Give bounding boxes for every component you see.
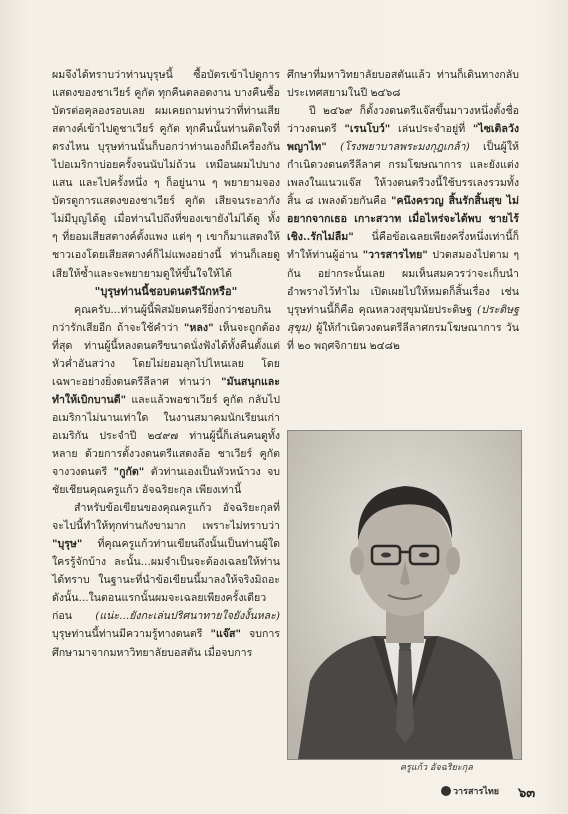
right-text-column xyxy=(287,66,519,355)
paragraph-text: ศึกษาที่มหาวิทยาลัยบอสตันแล้ว ท่านก็เดินทางกลับประเทศสยามในปี ๒๔๖๘ xyxy=(287,69,519,100)
bold-term: "แจ๊ส" xyxy=(210,628,241,641)
bold-term: "เรนโบว์" xyxy=(344,123,391,136)
italic-aside: (ประดิษฐ สุขุม) xyxy=(287,303,519,334)
paragraph-text: จบการศึกษามาจากมหาวิทยาลัยบอสตัน เมื่อจบการ xyxy=(52,628,281,659)
portrait-photo xyxy=(287,430,522,760)
bold-term: "หลง" xyxy=(183,321,214,334)
page-number: ๖๓ xyxy=(518,786,536,801)
logo-text: วารสารไทย xyxy=(453,787,500,797)
paragraph-text: ที่คุณครูแก้วท่านเขียนถึงนั้นเป็นท่านผู้ใด ใครรู้จักบ้าง ละนั้น...ผมจำเป็นจะต้องเฉลยให้ท่านได้ทราบ ในฐานะที่นำข้อเขียนนี้มาลงให้จริงมิถอะดังนั้น...ในตอนแรกนั้นผมจะเฉลยเพียงครั้งเดียวก่อน xyxy=(52,538,280,623)
section-heading: "บุรุษท่านนี้ชอบดนตรีนักหรือ" xyxy=(94,284,238,298)
paragraph-text: ปวดสมองไปตาม ๆ กัน อย่ากระนั้นเลย ผมเห็นสมควรว่าจะเก็บนำอำพรางไว้ทำไม เปิดเผยไปให้หมดก็สิ้นเรื่อง เช่น บุรุษท่านนี้ก็คือ คุณหลวงสุขุมนัยประดิษฐ xyxy=(287,249,520,316)
song-list: "คนึงครวญ สิ้นรักสิ้นสุข ไม่อยากจากเธอ เกาะสวาท เมื่อไหร่จะได้พบ ชายไร้เชิง..รักไม่ลืม" xyxy=(287,195,519,244)
bold-term: "กูกัต" xyxy=(113,466,145,479)
italic-aside: (โรงพยาบาลพระมงกุฎเกล้า) xyxy=(326,141,470,154)
italic-aside: (แน่ะ...ยังกะเล่นปริศนาทายใจยังงั้นหละ) xyxy=(95,610,280,623)
bold-term: "บุรุษ" xyxy=(52,538,83,551)
portrait-illustration xyxy=(288,431,521,759)
paragraph xyxy=(52,301,280,500)
paragraph-text: และแล้วพอชาเวียร์ คูกัต กลับไปอเมริกาไม่นานเท่าใด ในงานสมาคมนักเรียนเก่าอเมริกัน ประจำปี ๒๔๙๗ ท่านผู้นี้ก็เล่นคนดูทั้งหลาย ด้วยการตั้งวงดนตรีแสดงล้อ ชาเวียร์ คูกัต จางวงดนตรี xyxy=(52,393,280,479)
paragraph-text: คุณครับ...ท่านผู้นี้พิสมัยดนตรียิ่งกว่าชอบกินกว่ารักเสียอีก ถ้าจะใช้คำว่า xyxy=(52,303,272,334)
logo-icon xyxy=(441,786,451,796)
paragraph xyxy=(52,66,280,283)
photo-caption: ครูแก้ว อัจฉริยะกุล xyxy=(400,763,473,773)
bold-quote: "มันสนุกและทำให้เบิกบานดี" xyxy=(52,375,280,406)
paragraph-text: เห็นจะถูกต้องที่สุด ท่านผู้นี้หลงดนตรีขนาดนั่งฟังได้ทั้งคืนตั้งแต่หัวค่ำอันสว่าง โดยไม่ยอมลุกไปไหนเลย โดยเฉพาะอย่างยิ่งดนตรีลีลาศ ท่านว่า xyxy=(52,321,281,388)
paragraph-text: เล่นประจำอยู่ที่ xyxy=(390,123,473,136)
paragraph xyxy=(52,499,280,661)
magazine-logo xyxy=(441,784,499,798)
bold-term: "ไซเติลวังพญาไท" xyxy=(287,123,519,154)
paragraph-text: ผู้ให้กำเนิดวงดนตรีลีลาศกรมโฆษณาการ วันที่ ๒๐ พฤศจิกายน ๒๔๘๒ xyxy=(287,321,519,352)
paragraph xyxy=(287,102,519,355)
paragraph-text: เป็นผู้ให้กำเนิดวงดนตรีลีลาศ กรมโฆษณาการ และยังแต่งเพลงในแนวแจ๊ส ให้วงดนตรีวงนี้ใช้บรรเลงรวมทั้งสิ้น ๘ เพลงด้วยกันคือ xyxy=(287,141,519,208)
paragraph-text: สำหรับข้อเขียนของคุณครูแก้ว อัจฉริยะกุลที่จะไปนี้ทำให้ทุกท่านกังขามาก เพราะไม่ทราบว่า xyxy=(52,502,280,533)
paragraph-text: ผมจึงได้ทราบว่าท่านบุรุษนี้ ซื้อบัตรเข้าไปดูการแสดงของชาเวียร์ คูกัต ทุกคืนตลอดงาน บางคืนซื้อบัตรต่อคุลองรอบเลย ผมเคยถามท่านว่าที่ท่านเสียสตางค์เข้าไปดูชาเวียร์ คูกัต ทุกคืนนั้นท่านติดใจที่ตรงไหน บุรุษท่านนั้นก็บอกว่าท่านเองก็มีเครื่องกันไปอเมริกาบ่อยครั้งจนนับไม่ถ้วน เหมือนผมไปบางแสน และไปครั้งหนึ่ง ๆ ก็อยู่นาน ๆ พยายามจองบัตรดูการแสดงของชาเวียร์ คูกัต เสียจนระอากังไม่มีบุญได้ดู เมื่อท่านไปถึงที่ของเขายังไม่ได้ดู ทั้ง ๆ ที่ยอมเสียสตางค์ตั้งแพง แต่ๆ ๆ เขาก็มาแสดงให้ชาวเองโดยเสียสตางค์ก็ไม่แพงอย่างนี้ ท่านก็เลยดูเสียให้ซ้ำและจะพยายามดูให้ขึ้นใจให้ได้ xyxy=(52,69,280,280)
bold-term: "วารสารไทย" xyxy=(362,249,428,262)
paragraph-text: ตัวท่านเองเป็นหัวหน้าวง จบชัยเชียนคุณครูแก้ว อัจฉริยะกุล เพียงเท่านี้ xyxy=(52,466,280,497)
paragraph-text: นี่คือข้อเฉลยเพียงครึ่งหนึ่งเท่านี้ก็ทำให้ท่านผู้อ่าน xyxy=(287,231,519,262)
left-text-column xyxy=(52,66,280,662)
paragraph-text: ปี ๒๔๖๙ ก็ตั้งวงดนตรีแจ๊สขึ้นมาวงหนึ่งตั้งชื่อว่าวงดนตรี xyxy=(287,105,519,136)
paragraph-text: บุรุษท่านนี้ท่านมีความรู้ทางดนตรี xyxy=(52,628,211,641)
paragraph xyxy=(287,66,519,102)
